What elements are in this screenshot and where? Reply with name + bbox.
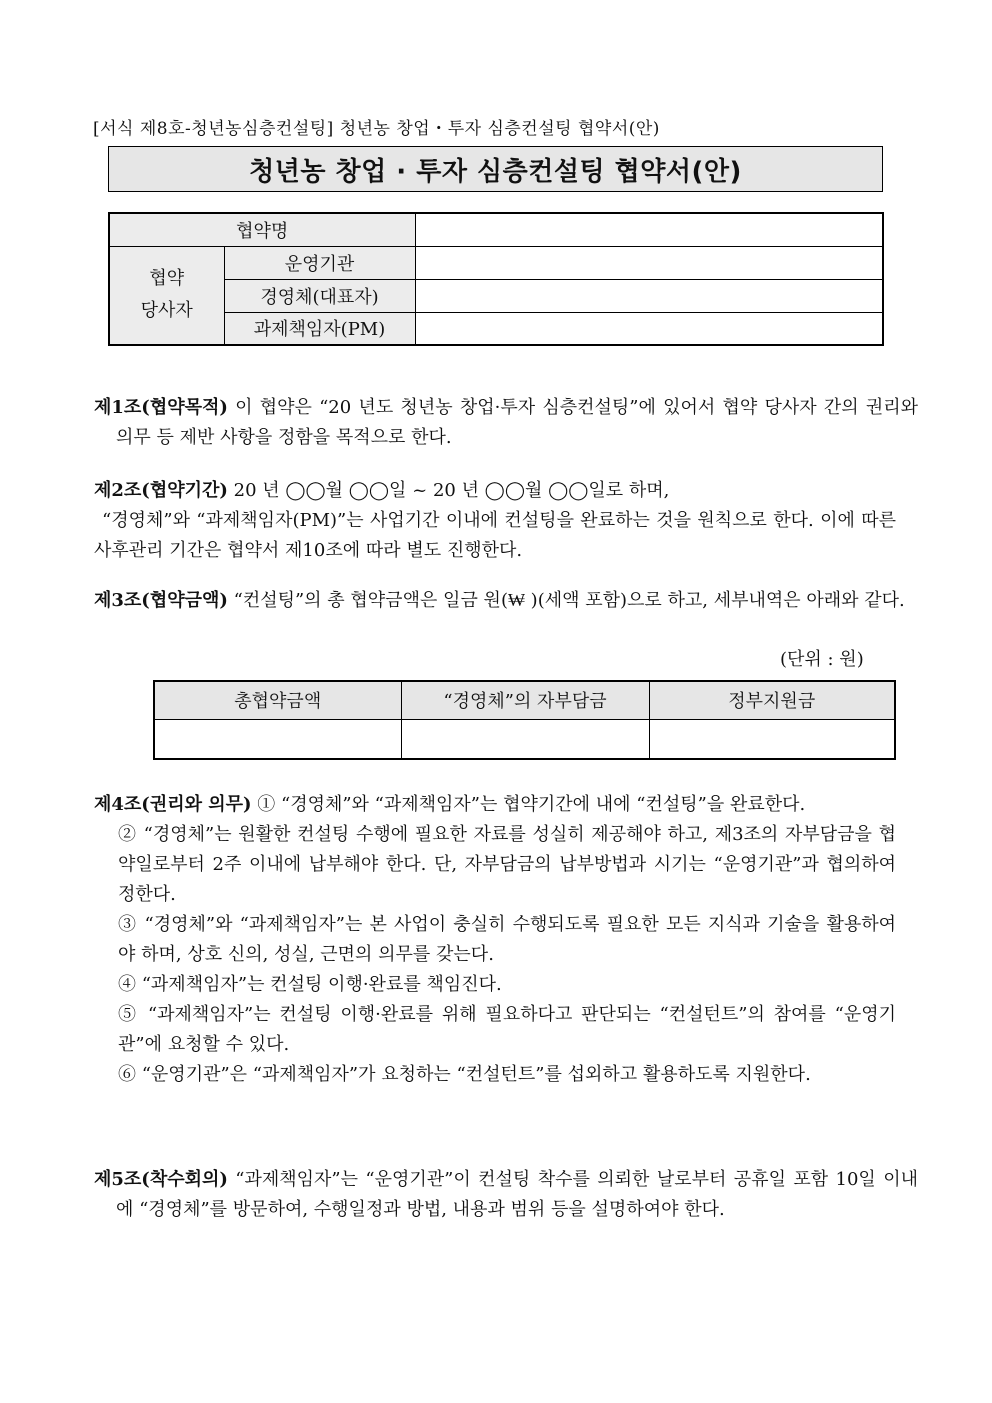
article-5-heading: 제5조(착수회의) <box>94 1169 228 1190</box>
party-group-label <box>109 246 224 345</box>
agreement-name-label: 협약명 <box>109 213 415 246</box>
unit-label: (단위 : 원) <box>780 649 864 670</box>
article-5 <box>94 1165 918 1225</box>
party-row-label: 과제책임자(PM) <box>224 312 415 345</box>
amount-cell[interactable] <box>154 719 401 759</box>
article-4-heading: 제4조(권리와 의무) <box>94 794 252 815</box>
amount-header: 총협약금액 <box>154 681 401 719</box>
amount-cell[interactable] <box>649 719 895 759</box>
article-2 <box>94 476 896 566</box>
article-1-heading: 제1조(협약목적) <box>94 397 228 418</box>
party-row-value[interactable] <box>415 279 883 312</box>
article-3-heading: 제3조(협약금액) <box>94 590 228 611</box>
agreement-name-value[interactable] <box>415 213 883 246</box>
article-4-item-6: ⑥ “운영기관”은 “과제책임자”가 요청하는 “컨설턴트”를 섭외하고 활용하도록 지원한다. <box>118 1064 811 1085</box>
party-row-label: 운영기관 <box>224 246 415 279</box>
amount-cell[interactable] <box>401 719 649 759</box>
article-1 <box>94 393 918 453</box>
article-4 <box>94 790 896 1090</box>
parties-table <box>108 212 884 346</box>
article-5-text: “과제책임자”는 “운영기관”이 컨설팅 착수를 의뢰한 날로부터 공휴일 포함 10일 이내에 “경영체”를 방문하여, 수행일정과 방법, 내용과 범위 등을 설명하여야 한다. <box>116 1169 918 1220</box>
article-4-item-3: ③ “경영체”와 “과제책임자”는 본 사업이 충실히 수행되도록 필요한 모든 지식과 기술을 활용하여야 하며, 상호 신의, 성실, 근면의 의무를 갖는다. <box>118 914 896 965</box>
party-row-value[interactable] <box>415 246 883 279</box>
article-1-text: 이 협약은 “20 년도 청년농 창업·투자 심층컨설팅”에 있어서 협약 당사자 간의 권리와 의무 등 제반 사항을 정함을 목적으로 한다. <box>116 397 918 448</box>
form-label: [서식 제8호-청년농심층컨설팅] 청년농 창업・투자 심층컨설팅 협약서(안) <box>93 119 660 139</box>
article-4-item-2: ② “경영체”는 원활한 컨설팅 수행에 필요한 자료를 성실히 제공해야 하고, 제3조의 자부담금을 협약일로부터 2주 이내에 납부해야 한다. 단, 자부담금의 납부방법과 시기는 “운영기관”과 협의하여 정한다. <box>118 824 896 905</box>
amount-table <box>153 680 896 760</box>
party-row-label: 경영체(대표자) <box>224 279 415 312</box>
article-4-item-4: ④ “과제책임자”는 컨설팅 이행·완료를 책임진다. <box>118 974 502 995</box>
document-title-box <box>108 146 883 192</box>
article-3 <box>94 586 918 616</box>
article-4-item-1: ① “경영체”와 “과제책임자”는 협약기간에 내에 “컨설팅”을 완료한다. <box>251 794 806 815</box>
amount-header: 정부지원금 <box>649 681 895 719</box>
party-row-value[interactable] <box>415 312 883 345</box>
article-4-item-5: ⑤ “과제책임자”는 컨설팅 이행·완료를 위해 필요하다고 판단되는 “컨설턴트”의 참여를 “운영기관”에 요청할 수 있다. <box>118 1004 896 1055</box>
amount-header: “경영체”의 자부담금 <box>401 681 649 719</box>
party-group-line1: 협약 <box>149 268 185 290</box>
article-2-text-2: “경영체”와 “과제책임자(PM)”는 사업기간 이내에 컨설팅을 완료하는 것을 원칙으로 한다. 이에 따른 사후관리 기간은 협약서 제10조에 따라 별도 진행한다. <box>94 510 896 561</box>
document-title: 청년농 창업 · 투자 심층컨설팅 협약서(안) <box>249 156 742 187</box>
article-2-text-1: 20 년 ◯◯월 ◯◯일 ~ 20 년 ◯◯월 ◯◯일로 하며, <box>227 480 670 501</box>
article-3-text: “컨설팅”의 총 협약금액은 일금 원(₩ )(세액 포함)으로 하고, 세부내역은 아래와 같다. <box>227 590 905 611</box>
party-group-line2: 당사자 <box>140 300 193 322</box>
article-2-heading: 제2조(협약기간) <box>94 480 228 501</box>
